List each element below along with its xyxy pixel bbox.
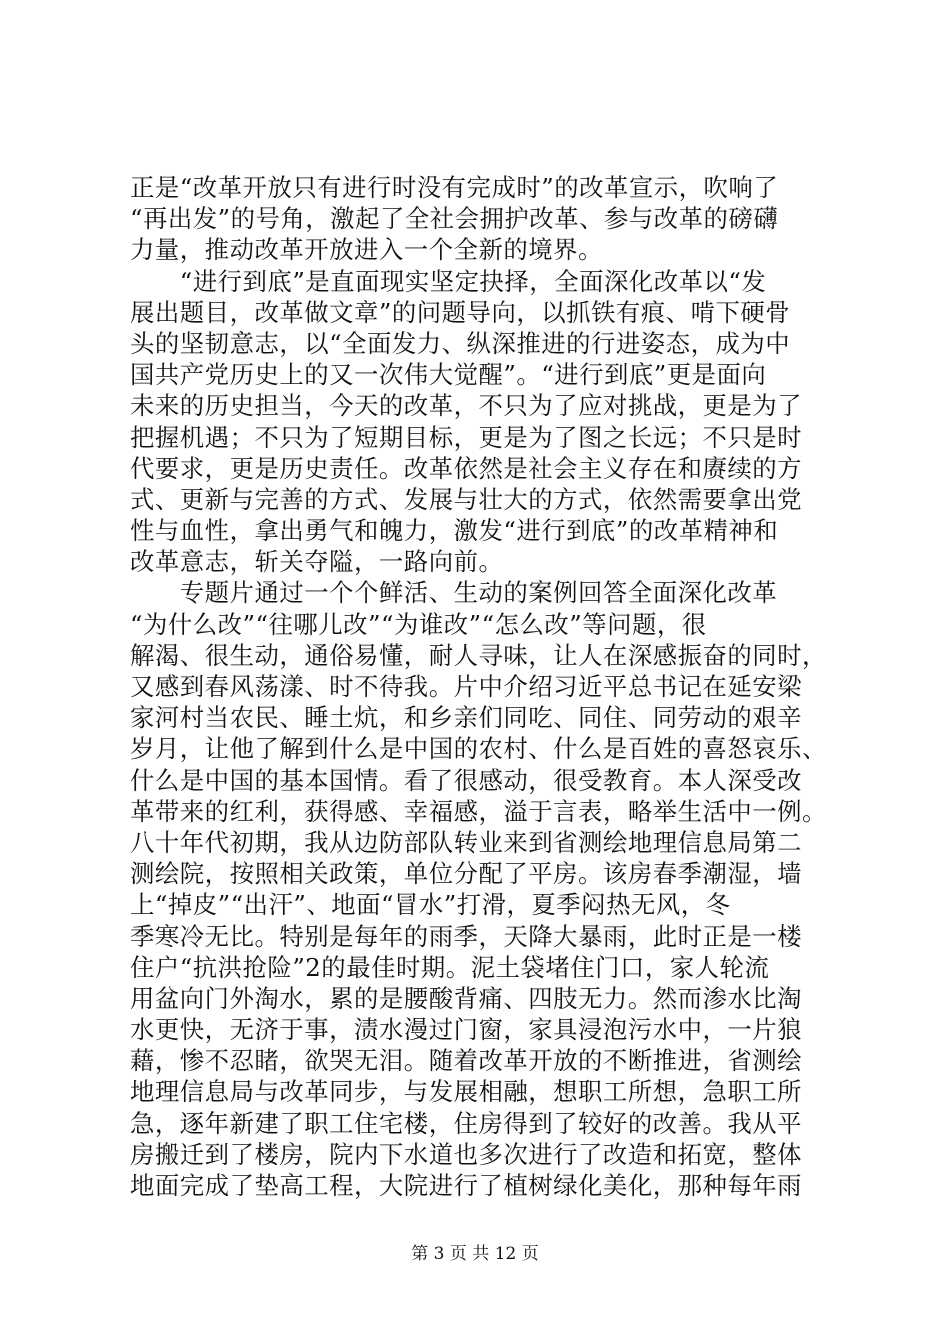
body-text	[130, 172, 830, 1201]
text-line: “再出发”的号角，激起了全社会拥护改革、参与改革的磅礴	[130, 204, 779, 234]
text-line: 专题片通过一个个鲜活、生动的案例回答全面深化改革	[130, 578, 778, 608]
text-line: 房搬迁到了楼房，院内下水道也多次进行了改造和拓宽，整体	[130, 1139, 803, 1169]
text-line: 地理信息局与改革同步，与发展相融，想职工所想，急职工所	[130, 1077, 803, 1107]
text-line: 正是“改革开放只有进行时没有完成时”的改革宣示，吹响了	[130, 173, 779, 202]
text-line: 水更快，无济于事，渍水漫过门窗，家具浸泡污水中，一片狼	[130, 1015, 803, 1045]
page-footer: 第 3 页 共 12 页	[411, 1244, 539, 1264]
text-line: 改革意志，斩关夺隘，一路向前。	[130, 547, 504, 577]
text-line: 性与血性，拿出勇气和魄力，激发“进行到底”的改革精神和	[130, 516, 779, 546]
text-line: 国共产党历史上的又一次伟大觉醒”。“进行到底”更是面向	[130, 360, 767, 390]
text-line: 家河村当农民、睡土炕，和乡亲们同吃、同住、同劳动的艰辛	[130, 703, 803, 733]
text-line: 用盆向门外淘水，累的是腰酸背痛、四肢无力。然而渗水比淘	[130, 983, 803, 1013]
text-line: 岁月，让他了解到什么是中国的农村、什么是百姓的喜怒哀乐、	[130, 734, 827, 764]
text-line: 季寒冷无比。特别是每年的雨季，天降大暴雨，此时正是一楼	[130, 921, 803, 951]
text-line: 未来的历史担当，今天的改革，不只为了应对挑战，更是为了	[130, 391, 803, 421]
text-line: 式、更新与完善的方式、发展与壮大的方式，依然需要拿出党	[130, 484, 803, 514]
text-line: 革带来的红利，获得感、幸福感，溢于言表，略举生活中一例。	[130, 796, 827, 826]
text-line: 住户“抗洪抢险”2的最佳时期。泥土袋堵住门口，家人轮流	[130, 952, 770, 982]
text-line: 又感到春风荡漾、时不待我。片中介绍习近平总书记在延安梁	[130, 672, 803, 701]
text-line: 头的坚韧意志，以“全面发力、纵深推进的行进姿态，成为中	[130, 328, 791, 358]
text-line: 八十年代初期，我从边防部队转业来到省测绘地理信息局第二	[130, 827, 803, 857]
text-line: “为什么改”“往哪儿改”“为谁改”“怎么改”等问题，很	[130, 609, 707, 639]
text-line: 地面完成了垫高工程，大院进行了植树绿化美化，那种每年雨	[130, 1171, 803, 1200]
text-line: 急，逐年新建了职工住宅楼，住房得到了较好的改善。我从平	[130, 1108, 803, 1138]
text-line: 展出题目，改革做文章”的问题导向，以抓铁有痕、啃下硬骨	[130, 297, 791, 327]
text-line: 代要求，更是历史责任。改革依然是社会主义存在和赓续的方	[130, 453, 803, 483]
text-line: 上“掉皮”“出汗”、地面“冒水”打滑，夏季闷热无风，冬	[130, 890, 731, 920]
text-line: 解渴、很生动，通俗易懂，耐人寻味，让人在深感振奋的同时，	[130, 640, 827, 670]
text-line: 什么是中国的基本国情。看了很感动，很受教育。本人深受改	[130, 765, 803, 795]
text-line: 测绘院，按照相关政策，单位分配了平房。该房春季潮湿，墙	[130, 859, 803, 889]
text-line: 力量，推动改革开放进入一个全新的境界。	[130, 235, 603, 265]
text-line: 藉，惨不忍睹，欲哭无泪。随着改革开放的不断推进，省测绘	[130, 1046, 803, 1076]
text-line: “进行到底”是直面现实坚定抉择，全面深化改革以“发	[130, 266, 767, 296]
text-line: 把握机遇；不只为了短期目标，更是为了图之长远；不只是时	[130, 422, 803, 452]
